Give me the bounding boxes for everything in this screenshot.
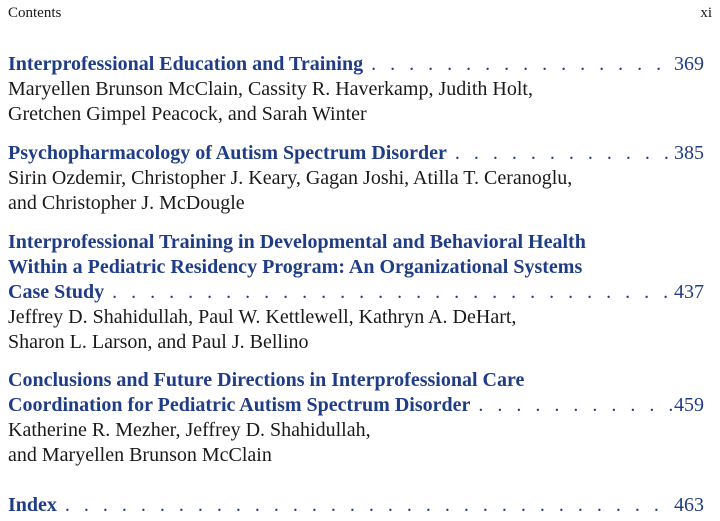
toc-entry-title[interactable]: Case Study — [8, 281, 105, 303]
toc-entry-title[interactable]: Within a Pediatric Residency Program: An Organizational Systems — [8, 256, 583, 278]
toc-entry-title[interactable]: Interprofessional Training in Developmental and Behavioral Health — [8, 231, 586, 253]
toc-page-number[interactable]: 459 — [674, 394, 704, 416]
toc-entry-title[interactable]: Psychopharmacology of Autism Spectrum Disorder — [8, 142, 447, 164]
toc-authors: Katherine R. Mezher, Jeffrey D. Shahidullah, — [8, 419, 371, 441]
toc-authors: and Maryellen Brunson McClain — [8, 444, 272, 466]
toc-entry-title[interactable]: Conclusions and Future Directions in Interprofessional Care — [8, 369, 525, 391]
toc-entry-title[interactable]: Interprofessional Education and Training — [8, 53, 364, 75]
running-head-page-number: xi — [700, 5, 712, 21]
toc-authors: Sirin Ozdemir, Christopher J. Keary, Gagan Joshi, Atilla T. Ceranoglu, — [8, 167, 573, 189]
dot-leader — [470, 393, 674, 418]
toc-page-number[interactable]: 369 — [674, 53, 704, 75]
toc-authors: and Christopher J. McDougle — [8, 192, 245, 214]
toc-page-number[interactable]: 463 — [674, 494, 704, 516]
toc-entry[interactable] — [8, 141, 704, 216]
running-head-left: Contents — [8, 5, 62, 21]
dot-leader — [363, 52, 674, 77]
toc-entry-index[interactable] — [8, 493, 704, 518]
toc-page-number[interactable]: 437 — [674, 281, 704, 303]
toc-title-line[interactable] — [8, 493, 704, 518]
toc-title-line[interactable] — [8, 393, 704, 418]
toc-title-line[interactable] — [8, 52, 704, 77]
toc-authors: Gretchen Gimpel Peacock, and Sarah Winter — [8, 103, 367, 125]
toc-page-number[interactable]: 385 — [674, 142, 704, 164]
toc-authors: Sharon L. Larson, and Paul J. Bellino — [8, 331, 309, 353]
toc-entry[interactable] — [8, 52, 704, 127]
toc-title-line[interactable] — [8, 280, 704, 305]
running-head — [8, 5, 712, 23]
toc-title-line[interactable] — [8, 141, 704, 166]
toc-entry-title[interactable]: Coordination for Pediatric Autism Spectrum Disorder — [8, 394, 471, 416]
toc-entry[interactable] — [8, 230, 704, 355]
dot-leader — [104, 280, 674, 305]
toc-entry[interactable] — [8, 368, 704, 468]
dot-leader — [57, 493, 674, 518]
toc-authors: Jeffrey D. Shahidullah, Paul W. Kettlewell, Kathryn A. DeHart, — [8, 306, 517, 328]
toc-entry-title[interactable]: Index — [8, 494, 57, 516]
toc-authors: Maryellen Brunson McClain, Cassity R. Haverkamp, Judith Holt, — [8, 78, 533, 100]
dot-leader — [447, 141, 674, 166]
